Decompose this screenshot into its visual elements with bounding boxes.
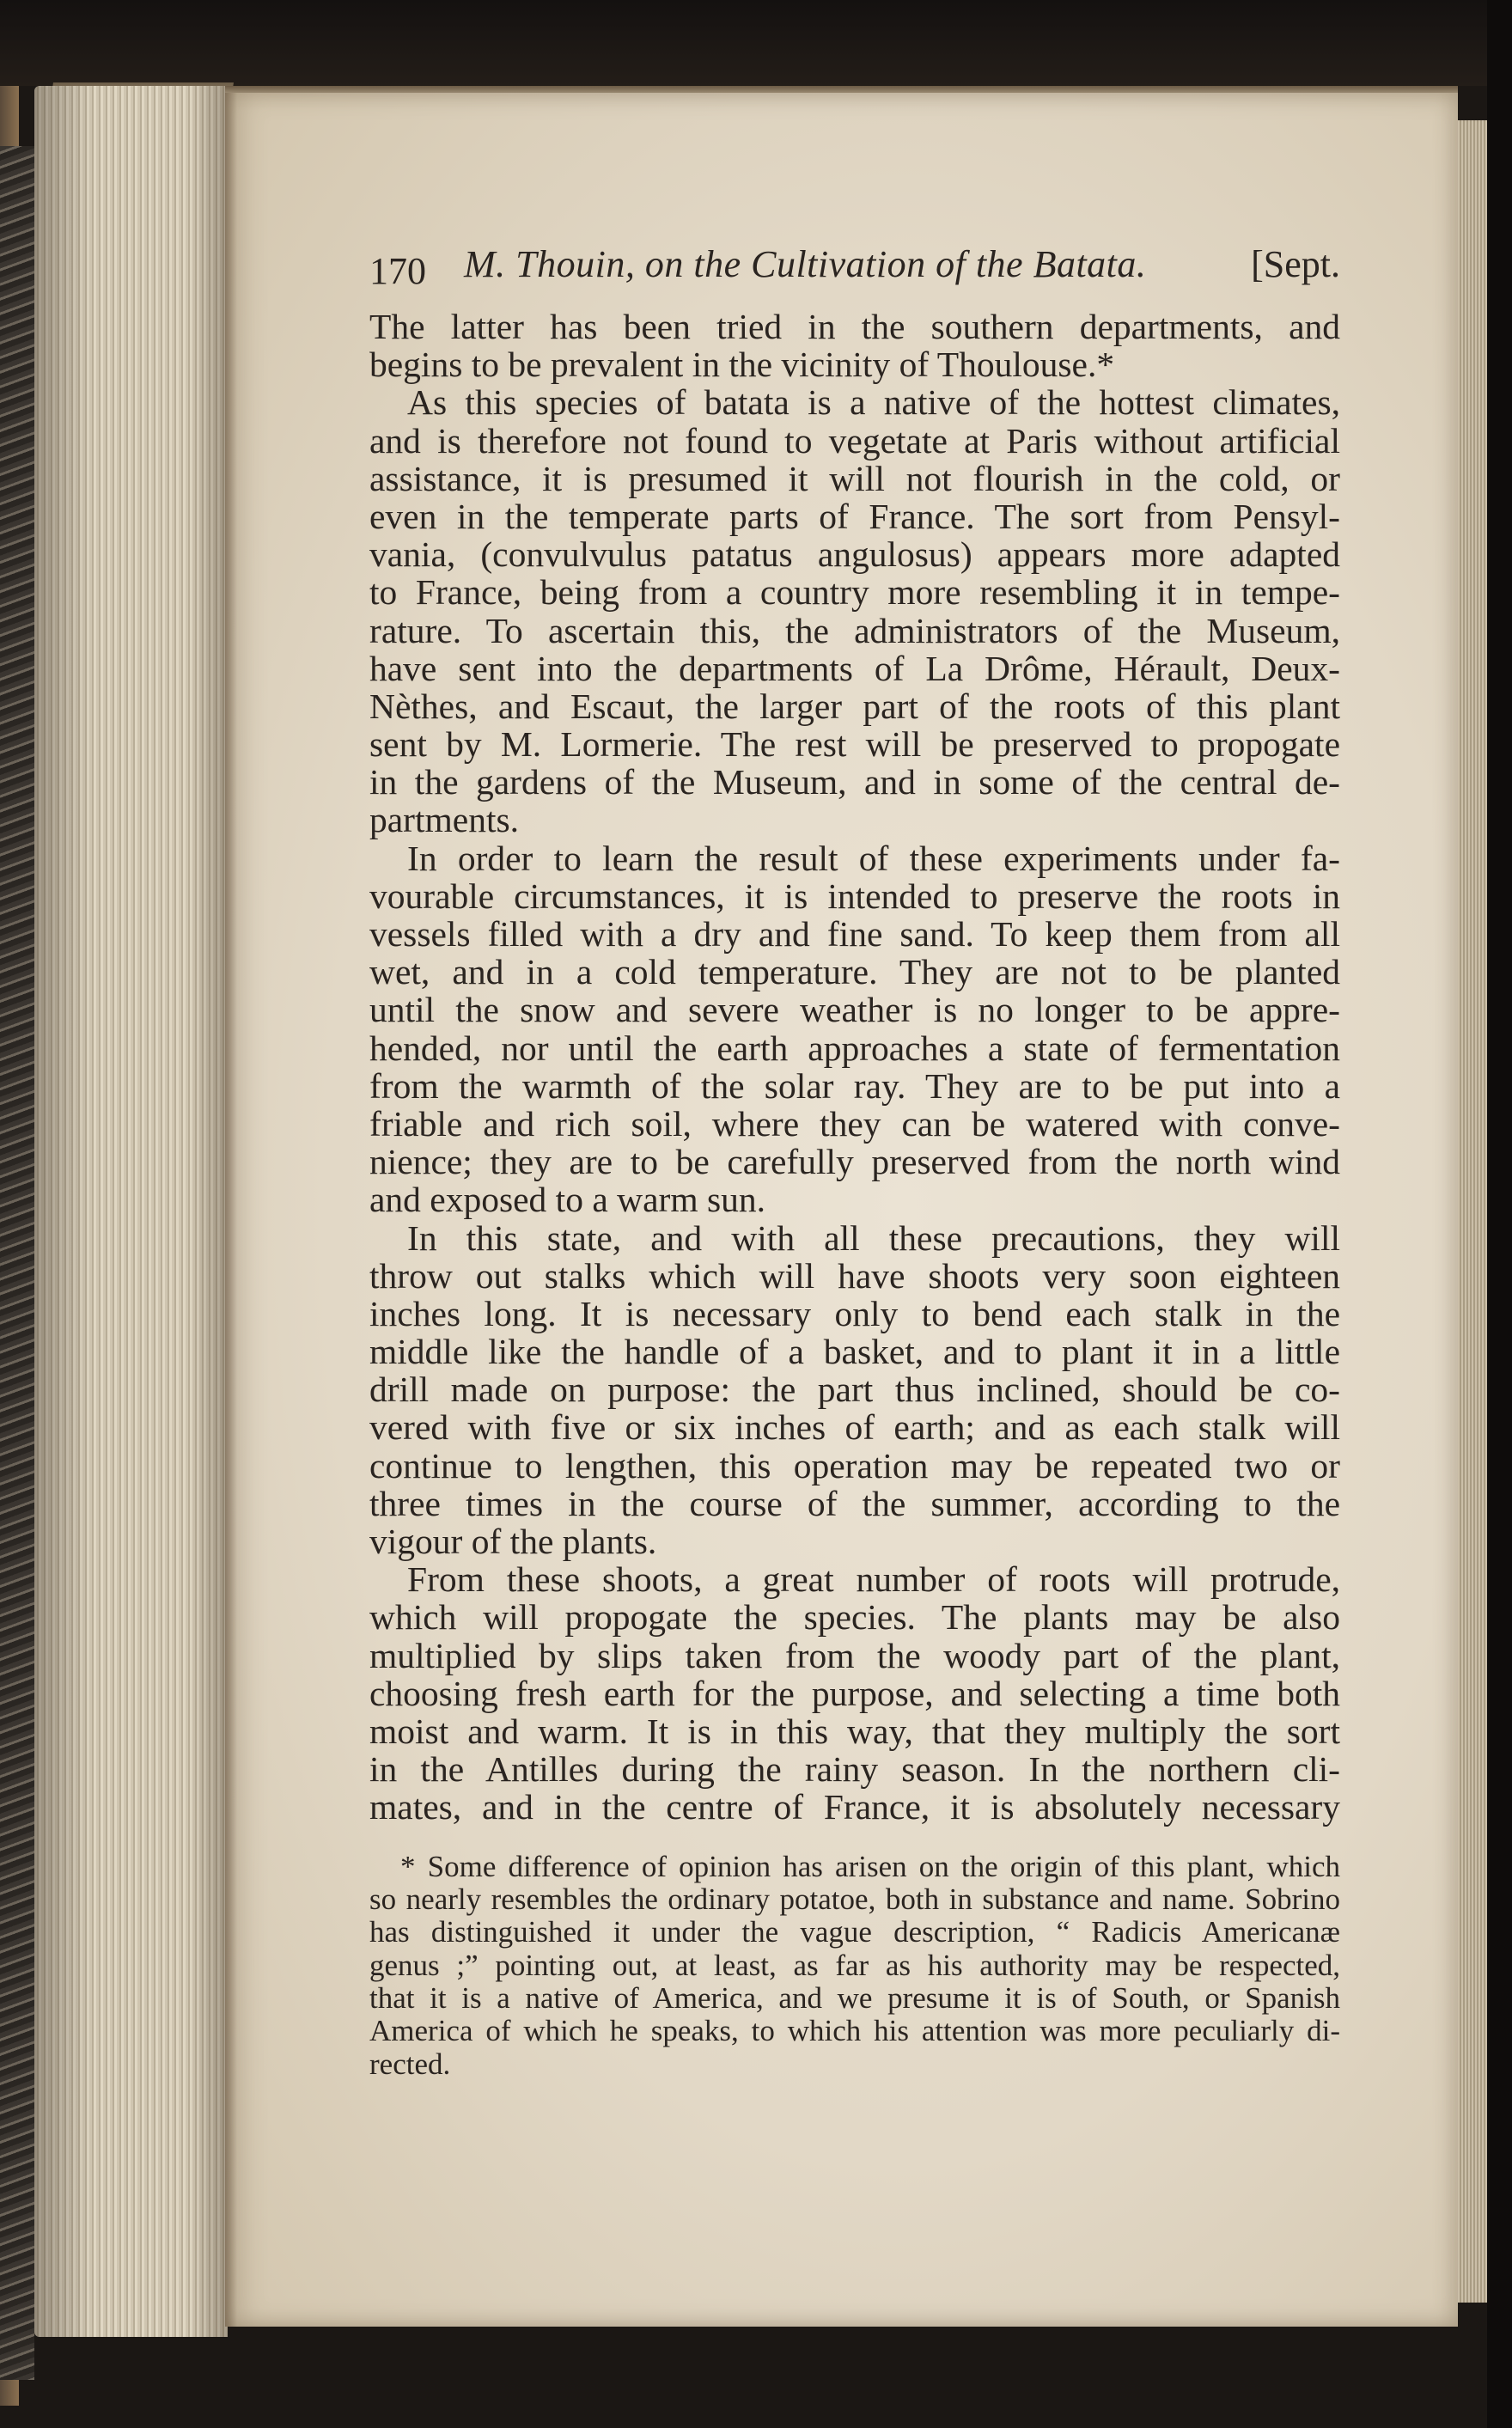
body-line: moist and warm. It is in this way, that they multiply the sort	[369, 1711, 1340, 1751]
body-line: wet, and in a cold temperature. They are not to be planted	[369, 952, 1340, 992]
body-line: hended, nor until the earth approaches a state of fermentation	[369, 1028, 1340, 1068]
body-line: friable and rich soil, where they can be watered with conve-	[369, 1103, 1340, 1144]
body-line: In order to learn the result of these experiments under fa-	[407, 838, 1340, 878]
footnote-line: rected.	[369, 2047, 451, 2081]
body-line: inches long. It is necessary only to bend each stalk in the	[369, 1293, 1340, 1333]
body-line: which will propogate the species. The plants may be also	[369, 1597, 1340, 1638]
body-line: middle like the handle of a basket, and to plant it in a little	[369, 1332, 1340, 1372]
text-column	[369, 232, 1340, 2081]
footnote	[369, 1851, 1340, 2082]
left-page-stack-shade	[34, 86, 228, 2337]
body-line: mates, and in the centre of France, it is absolutely necessary	[369, 1787, 1340, 1827]
body-line: vered with five or six inches of earth; and as each stalk will	[369, 1407, 1340, 1448]
running-header	[369, 232, 1340, 301]
body-line: vania, (convulvulus patatus angulosus) appears more adapted	[369, 534, 1340, 575]
background-right	[1487, 0, 1512, 2428]
body-line: rature. To ascertain this, the administrators of the Museum,	[369, 610, 1340, 650]
body-line: vigour of the plants.	[369, 1522, 657, 1561]
body-line: The latter has been tried in the southern departments, and	[369, 307, 1340, 346]
body-line: multiplied by slips taken from the woody part of the plant,	[369, 1635, 1340, 1675]
body-line: nience; they are to be carefully preserved from the north wind	[369, 1142, 1340, 1182]
body-line: partments.	[369, 800, 520, 840]
body-line: from the warmth of the solar ray. They are to be put into a	[369, 1065, 1340, 1106]
body-line: to France, being from a country more resembling it in tempe-	[369, 572, 1340, 613]
body-line: sent by M. Lormerie. The rest will be preserved to propogate	[369, 724, 1340, 765]
body-line: assistance, it is presumed it will not flourish in the cold, or	[369, 458, 1340, 498]
footnote-line: * Some difference of opinion has arisen on the origin of this plant, which	[400, 1849, 1340, 1883]
body-line: choosing fresh earth for the purpose, and selecting a time both	[369, 1673, 1340, 1713]
section-mark: [Sept.	[1251, 243, 1340, 285]
body-line: begins to be prevalent in the vicinity of Thoulouse.*	[369, 345, 1115, 385]
footnote-line: genus ;” pointing out, at least, as far as his authority may be respected,	[369, 1948, 1340, 1982]
body-line: vessels filled with a dry and fine sand. To keep them from all	[369, 914, 1340, 954]
body-line: in the Antilles during the rainy season. In the northern cli-	[369, 1749, 1340, 1790]
body-line: continue to lengthen, this operation may be repeated two or	[369, 1445, 1340, 1485]
body-line: three times in the course of the summer, according to the	[369, 1483, 1340, 1523]
page-number: 170	[369, 250, 426, 292]
body-line: and is therefore not found to vegetate at Paris without artificial	[369, 420, 1340, 461]
body-text	[369, 308, 1340, 1827]
body-line: in the gardens of the Museum, and in some of the central de-	[369, 762, 1340, 802]
footnote-line: America of which he speaks, to which his attention was more peculiarly di-	[369, 2014, 1340, 2048]
body-line: As this species of batata is a native of the hottest climates,	[407, 382, 1340, 423]
body-line: drill made on purpose: the part thus inclined, should be co-	[369, 1370, 1340, 1410]
body-line: until the snow and severe weather is no longer to be appre-	[369, 990, 1340, 1030]
body-line: and exposed to a warm sun.	[369, 1180, 765, 1220]
body-line: In this state, and with all these precautions, they will	[407, 1217, 1340, 1258]
footnote-line: so nearly resembles the ordinary potatoe, both in substance and name. Sobrino	[369, 1882, 1340, 1916]
page-gutter	[225, 93, 237, 2327]
footnote-line: that it is a native of America, and we presume it is of South, or Spanish	[369, 1981, 1340, 2016]
body-line: have sent into the departments of La Drôme, Hérault, Deux-	[369, 648, 1340, 688]
body-line: Nèthes, and Escaut, the larger part of the roots of this plant	[369, 686, 1340, 726]
body-line: From these shoots, a great number of roots will protrude,	[407, 1559, 1340, 1600]
running-title: M. Thouin, on the Cultivation of the Batata.	[464, 243, 1147, 285]
body-line: even in the temperate parts of France. The sort from Pensyl-	[369, 496, 1340, 536]
right-page-stack	[1458, 120, 1487, 2303]
body-line: throw out stalks which will have shoots very soon eighteen	[369, 1255, 1340, 1296]
footnote-line: has distinguished it under the vague description, “ Radicis Americanæ	[369, 1915, 1340, 1949]
background-top	[0, 0, 1512, 86]
body-line: vourable circumstances, it is intended to preserve the roots in	[369, 875, 1340, 916]
marbled-board	[0, 146, 34, 2380]
